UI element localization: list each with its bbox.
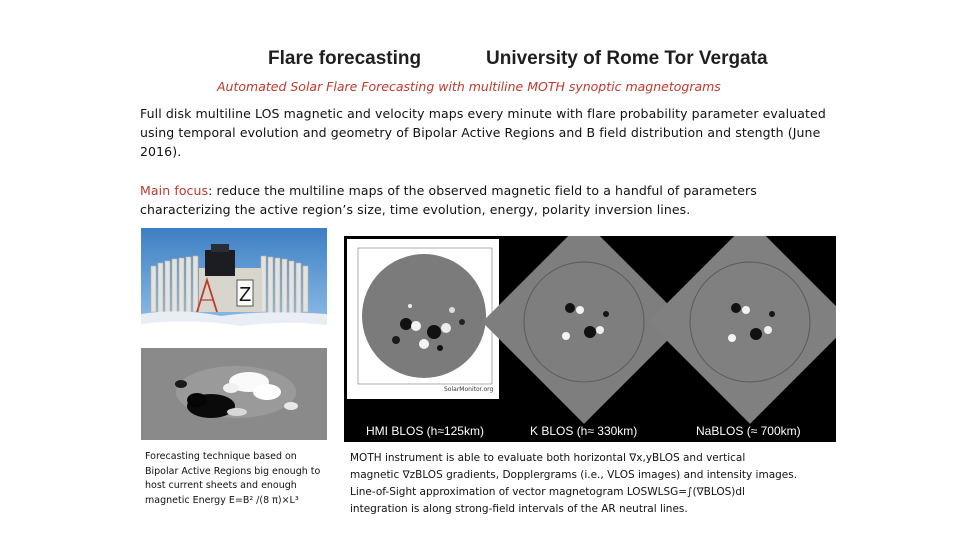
subtitle: Automated Solar Flare Forecasting with multiline MOTH synoptic magnetograms <box>217 79 721 94</box>
hmi-label: HMI BLOS (h≈125km) <box>366 424 484 438</box>
title-university: University of Rome Tor Vergata <box>486 48 768 69</box>
right-caption <box>350 450 830 518</box>
k-label: K BLOS (h≈ 330km) <box>530 424 638 438</box>
solarmonitor-credit: SolarMonitor.org <box>444 386 494 393</box>
focus-text: : reduce the multiline maps of the observed magnetic field to a handful of parameters characterizing the active region’s size, time evolution, energy, polarity inversion lines. <box>140 183 757 217</box>
magnetogram-panels <box>344 236 836 442</box>
svg-text:Z: Z <box>239 284 252 306</box>
focus-label: Main focus <box>140 183 209 198</box>
caption-line-3: Line-of-Sight approximation of vector magnetogram LOSWLSG=∫(∇BLOS)dl <box>350 486 745 498</box>
caption-line-4: integration is along strong-field intervals of the AR neutral lines. <box>350 503 688 515</box>
left-caption: Forecasting technique based on Bipolar Active Regions big enough to host current sheets and enough magnetic Energy E=B² /(8 π)×L³ <box>145 451 321 506</box>
bipolar-magnetogram-image <box>141 348 327 440</box>
focus-paragraph <box>140 181 830 219</box>
intro-paragraph: Full disk multiline LOS magnetic and velocity maps every minute with flare probability parameter evaluated using temporal evolution and geometry of Bipolar Active Regions and B field distribution and stength (June 2016). <box>140 106 826 159</box>
na-label: NaBLOS (≈ 700km) <box>696 424 801 438</box>
caption-line-1: MOTH instrument is able to evaluate both horizontal ∇x,yBLOS and vertical <box>350 452 746 464</box>
caption-line-2: magnetic ∇zBLOS gradients, Dopplergrams (i.e., VLOS images) and intensity images. <box>350 469 798 481</box>
title-flare-forecasting: Flare forecasting <box>268 48 422 69</box>
telescope-photo <box>141 228 327 342</box>
